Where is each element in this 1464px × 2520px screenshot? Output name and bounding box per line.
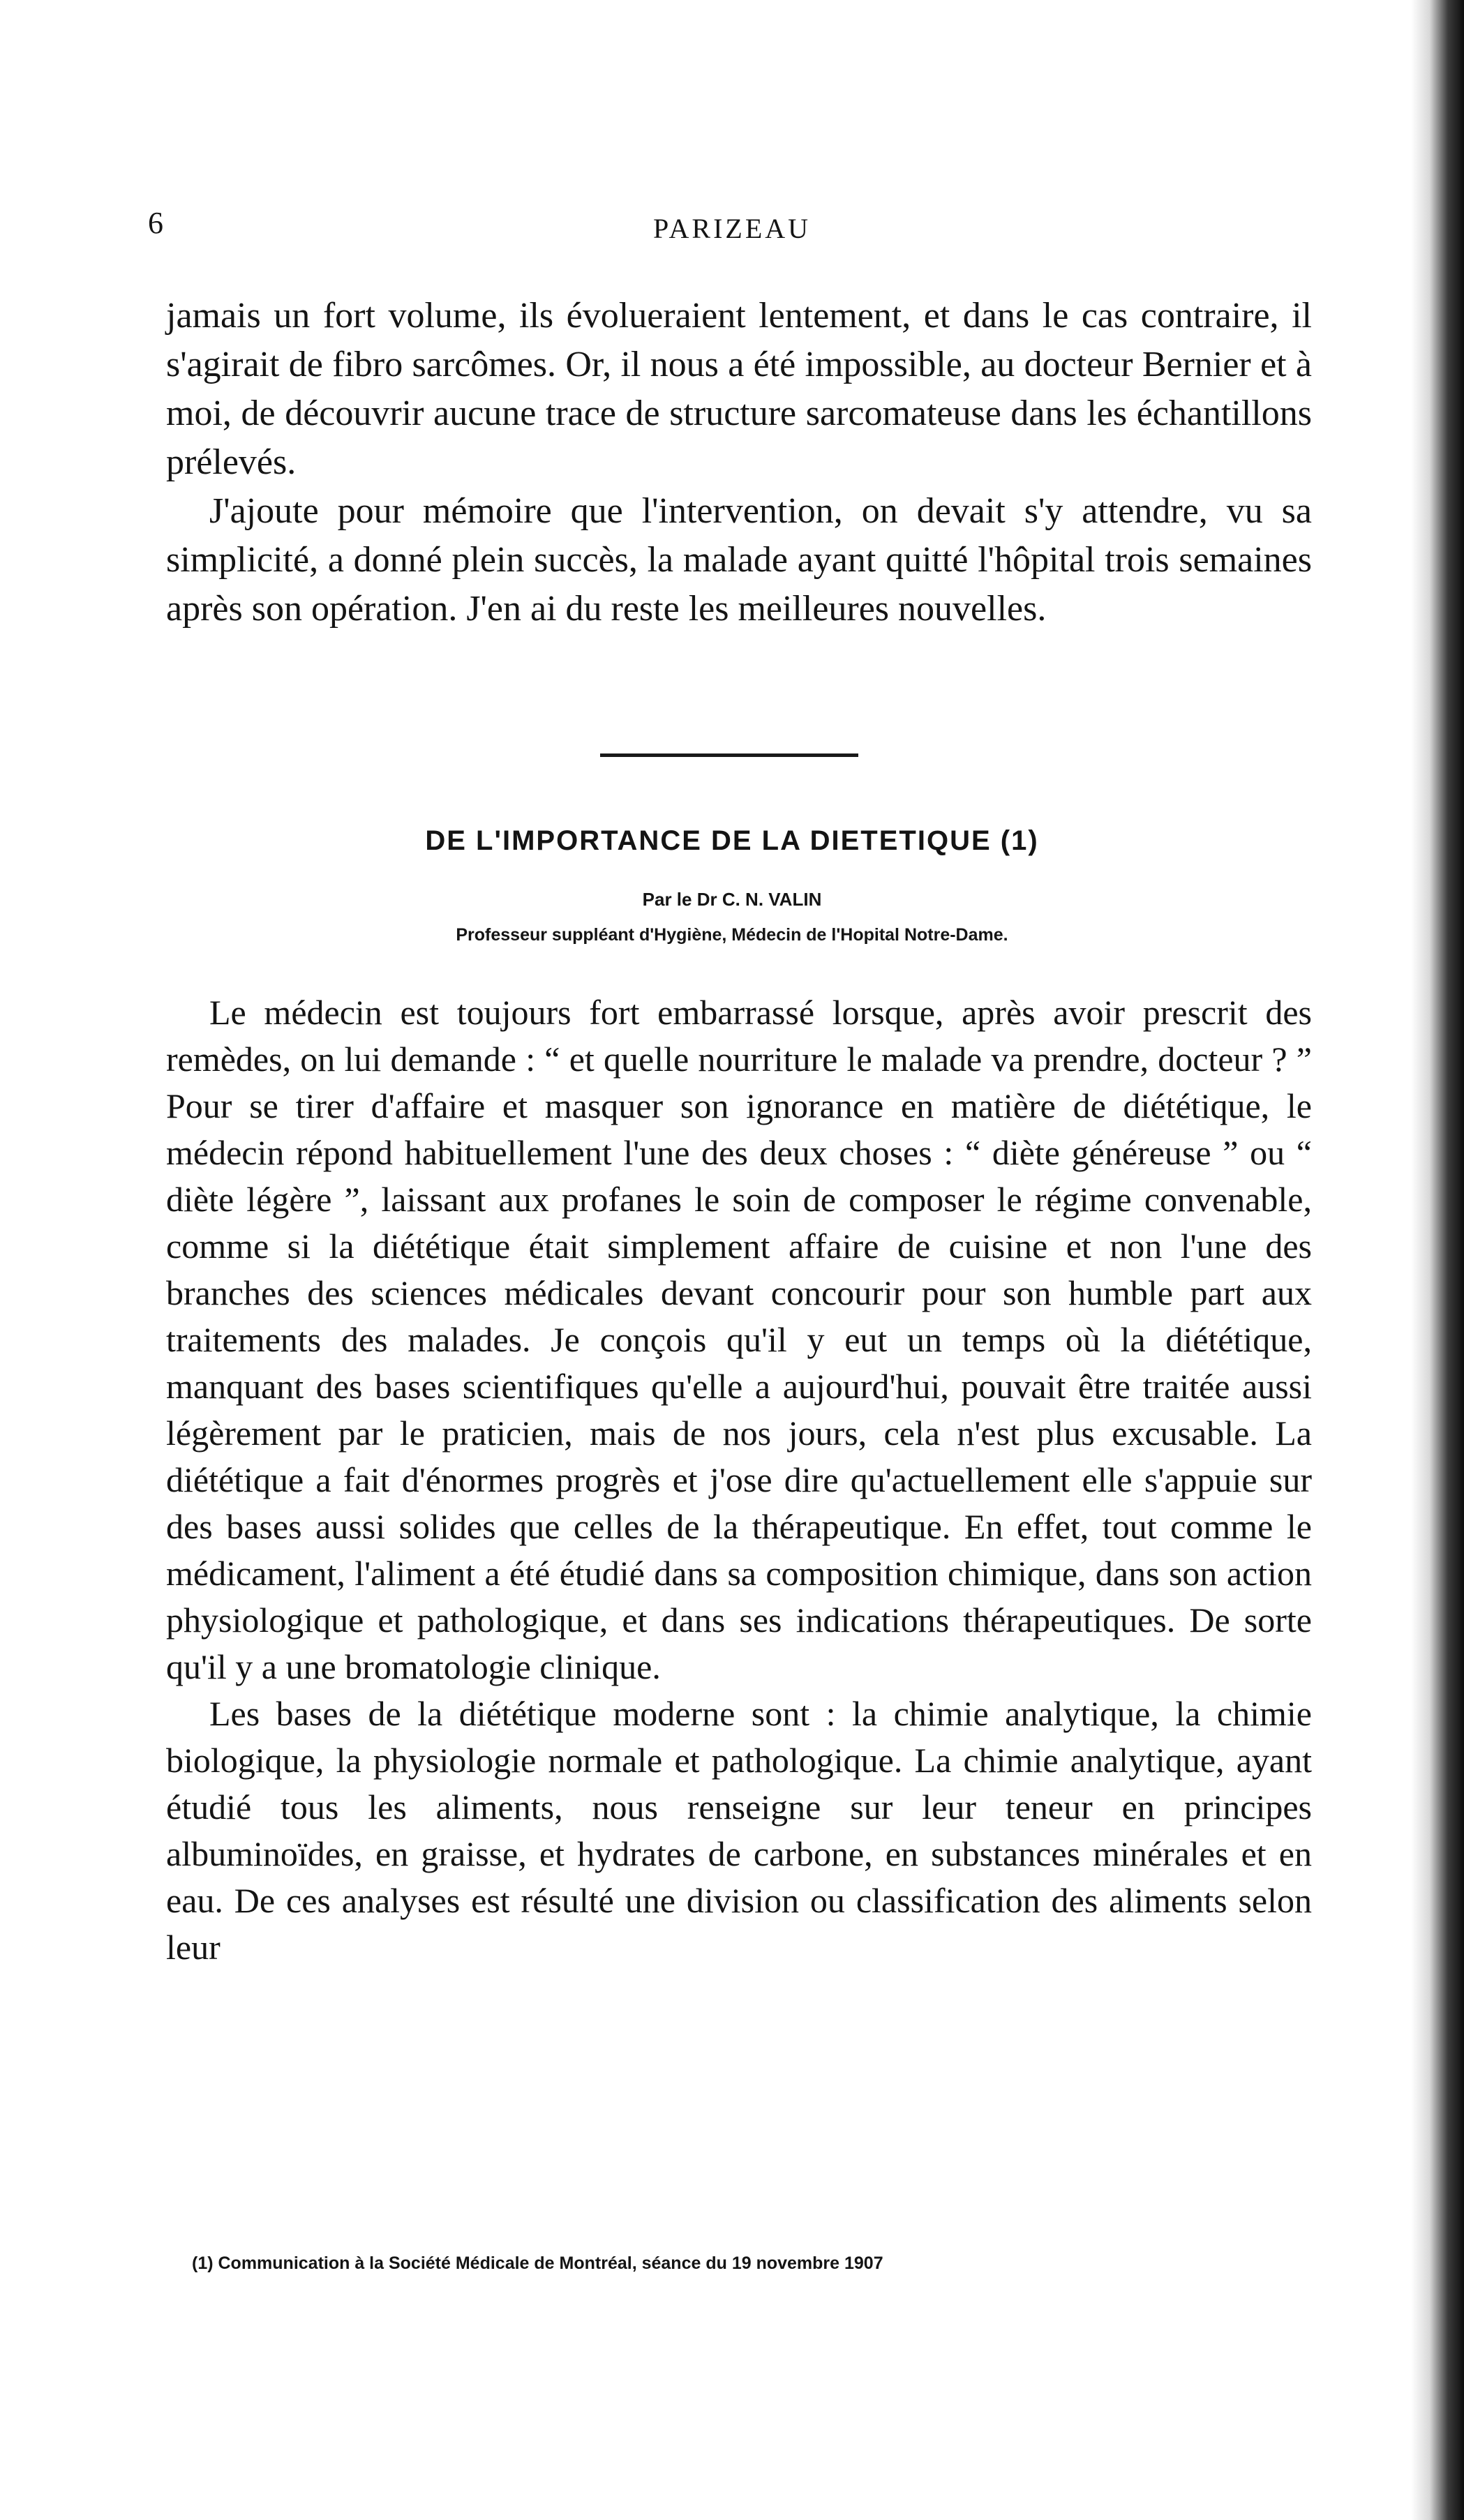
paragraph: Les bases de la diététique moderne sont : la chimie analytique, la chimie biologique, la physiologie normale et pathologique. La chimie analytique, ayant étudié tous les aliments, nous renseigne sur leur teneur en principes albuminoïdes, en graisse, et hydrates de carbone, en substances minérales et en eau. De ces analyses est résulté une division ou classification des aliments selon leur xyxy=(166,1694,1312,1967)
author-byline: Par le Dr C. N. VALIN xyxy=(642,889,822,910)
article-title: DE L'IMPORTANCE DE LA DIETETIQUE (1) xyxy=(425,825,1039,856)
running-title: PARIZEAU xyxy=(652,213,812,244)
page-number: 6 xyxy=(148,206,163,240)
footnote: (1) Communication à la Société Médicale de Montréal, séance du 19 novembre 1907 xyxy=(192,2253,883,2273)
section-separator xyxy=(600,753,858,757)
paragraph: Le médecin est toujours fort embarrassé lorsque, après avoir prescrit des remèdes, on lui demande : “ et quelle nourriture le malade va prendre, docteur ? ” Pour se tirer d'affaire et masquer son ignorance en matière de diététique, le médecin répond habituellement l'une des deux choses : “ diète généreuse ” ou “ diète légère ”, laissant aux profanes le soin de composer le régime convenable, comme si la diététique était simplement affaire de cuisine et non l'une des branches des sciences médicales devant concourir pour son humble part aux traitements des malades. Je conçois qu'il y eut un temps où la diététique, manquant des bases scientifiques qu'elle a aujourd'hui, pouvait être traitée aussi légèrement par le praticien, mais de nos jours, cela n'est plus excusable. La diététique a fait d'énormes progrès et j'ose dire qu'actuellement elle s'appuie sur des bases aussi solides que celles de la thérapeutique. En effet, tout comme le médicament, l'aliment a été étudié dans sa composition chimique, dans son action physiologique et pathologique, et dans ses indications thérapeutiques. De sorte qu'il y a une bromatologie clinique. xyxy=(166,993,1312,1686)
paragraph: J'ajoute pour mémoire que l'intervention, on devait s'y attendre, vu sa simplicité, a donné plein succès, la malade ayant quitté l'hôpital trois semaines après son opération. J'en ai du reste les meilleures nouvelles. xyxy=(166,491,1312,629)
page-binding-edge xyxy=(1411,0,1464,2520)
author-affiliation: Professeur suppléant d'Hygiène, Médecin de l'Hopital Notre-Dame. xyxy=(456,925,1008,945)
paragraph: jamais un fort volume, ils évolueraient lentement, et dans le cas contraire, il s'agirait de fibro sarcômes. Or, il nous a été impossible, au docteur Bernier et à moi, de découvrir aucune trace de structure sarcomateuse dans les échantillons prélevés. xyxy=(166,296,1312,482)
previous-article-text xyxy=(166,292,1312,633)
article-body xyxy=(166,989,1312,1971)
